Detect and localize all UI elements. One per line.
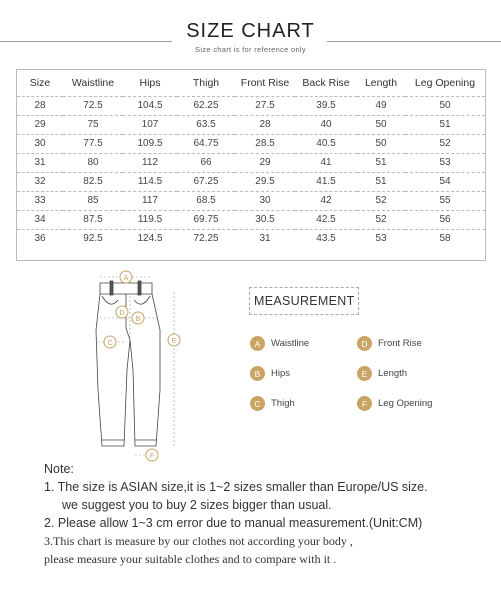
table-cell: 50: [357, 134, 405, 153]
table-cell: 119.5: [123, 210, 177, 229]
legend-item-length: [357, 366, 407, 381]
column-header-hips: Hips: [123, 70, 177, 96]
column-header-front-rise: Front Rise: [235, 70, 295, 96]
table-cell: 50: [405, 96, 485, 115]
note-line-2: 2. Please allow 1~3 cm error due to manual measurement.(Unit:CM): [44, 516, 423, 530]
column-header-back-rise: Back Rise: [295, 70, 357, 96]
diagram-markers: [104, 271, 180, 461]
table-cell: 49: [357, 96, 405, 115]
table-cell: 75: [63, 115, 123, 134]
table-row: [17, 153, 485, 172]
title-rule-right: [327, 41, 501, 42]
table-cell: 92.5: [83, 233, 103, 245]
table-cell: 52: [405, 134, 485, 153]
page-subtitle: Size chart is for reference only: [195, 45, 306, 54]
table-row: [17, 115, 485, 134]
table-cell: 52: [357, 210, 405, 229]
table-cell: 31: [17, 153, 63, 172]
legend-label: Length: [378, 368, 408, 379]
legend-label: Hips: [271, 368, 291, 379]
legend-label: Thigh: [271, 398, 295, 409]
table-cell: 64.75: [177, 134, 235, 153]
column-header-leg-opening: Leg Opening: [405, 70, 485, 96]
table-cell: 42.5: [295, 210, 357, 229]
size-table: [17, 70, 485, 248]
pants-diagram: [80, 270, 200, 470]
column-header-size: Size: [17, 70, 63, 96]
legend-marker: F: [357, 396, 372, 411]
table-cell: 40: [295, 115, 357, 134]
table-row: [17, 210, 485, 229]
table-cell: 114.5: [123, 172, 177, 191]
table-cell: 34: [17, 210, 63, 229]
table-row: [17, 191, 485, 210]
table-cell: 33: [17, 191, 63, 210]
legend-item-hips: [250, 366, 290, 381]
measurement-title-box: [249, 287, 359, 315]
table-cell: 40.5: [295, 134, 357, 153]
column-header-thigh: Thigh: [177, 70, 235, 96]
table-cell: 30: [17, 134, 63, 153]
note-line-1b: we suggest you to buy 2 sizes bigger than usual.: [62, 498, 332, 512]
legend-label: Leg Opening: [378, 398, 433, 409]
column-header-waistline: Waistline: [63, 70, 123, 96]
legend-item-thigh: [250, 396, 295, 411]
table-cell: 51: [357, 153, 405, 172]
table-cell: 36: [34, 233, 46, 245]
table-cell: 51: [357, 172, 405, 191]
table-cell: 54: [405, 172, 485, 191]
table-cell: 28.5: [235, 134, 295, 153]
table-cell: 112: [123, 153, 177, 172]
table-cell: 31: [259, 233, 271, 245]
table-header-row: [17, 70, 485, 96]
table-cell: 30.5: [235, 210, 295, 229]
table-cell: 42: [295, 191, 357, 210]
table-cell: 39.5: [295, 96, 357, 115]
notes-section: [44, 460, 484, 568]
table-cell: 104.5: [123, 96, 177, 115]
table-cell: 29: [235, 153, 295, 172]
table-row: [17, 229, 485, 248]
legend-marker: A: [250, 336, 265, 351]
marker-e: E: [171, 338, 177, 345]
table-cell: 68.5: [177, 191, 235, 210]
legend-item-waistline: [250, 336, 309, 351]
table-cell: 29: [17, 115, 63, 134]
table-cell: 28: [235, 115, 295, 134]
table-cell: 30: [235, 191, 295, 210]
table-cell: 67.25: [177, 172, 235, 191]
page-title: SIZE CHART: [186, 20, 315, 42]
table-cell: 117: [123, 191, 177, 210]
table-cell: 50: [357, 115, 405, 134]
column-header-length: Length: [357, 70, 405, 96]
legend-marker: E: [357, 366, 372, 381]
legend-item-leg-opening: [357, 396, 432, 411]
legend-item-front-rise: [357, 336, 422, 351]
marker-d: D: [119, 310, 125, 317]
table-cell: 55: [405, 191, 485, 210]
legend-label: Front Rise: [378, 338, 422, 349]
note-line-3b: please measure your suitable clothes and to compare with it .: [44, 552, 337, 566]
table-cell: 28: [17, 96, 63, 115]
table-cell: 82.5: [63, 172, 123, 191]
table-cell: 66: [177, 153, 235, 172]
legend-label: Waistline: [271, 338, 310, 349]
table-cell: 72.25: [193, 233, 219, 245]
table-cell: 80: [63, 153, 123, 172]
table-cell: 58: [439, 233, 451, 245]
table-cell: 63.5: [177, 115, 235, 134]
table-cell: 87.5: [63, 210, 123, 229]
table-cell: 85: [63, 191, 123, 210]
table-cell: 43.5: [316, 233, 336, 245]
title-rule-left: [0, 41, 172, 42]
legend-marker: C: [250, 396, 265, 411]
table-row: [17, 134, 485, 153]
table-cell: 29.5: [235, 172, 295, 191]
note-line-1: 1. The size is ASIAN size,it is 1~2 sizes smaller than Europe/US size.: [44, 480, 428, 494]
table-cell: 109.5: [123, 134, 177, 153]
notes-heading: Note:: [44, 462, 74, 476]
table-cell: 51: [405, 115, 485, 134]
table-cell: 72.5: [63, 96, 123, 115]
marker-a: A: [123, 275, 129, 282]
table-cell: 62.25: [177, 96, 235, 115]
pants-outline: [96, 281, 160, 446]
size-table-frame: [16, 69, 486, 261]
table-cell: 27.5: [235, 96, 295, 115]
legend-marker: B: [250, 366, 265, 381]
marker-f: F: [149, 453, 155, 460]
table-cell: 124.5: [137, 233, 163, 245]
table-cell: 53: [375, 233, 387, 245]
table-cell: 53: [405, 153, 485, 172]
table-row: [17, 172, 485, 191]
legend-marker: D: [357, 336, 372, 351]
measurement-title: MEASUREMENT: [254, 294, 355, 308]
table-cell: 52: [357, 191, 405, 210]
marker-b: B: [135, 316, 141, 323]
table-row: [17, 96, 485, 115]
marker-c: C: [107, 340, 113, 347]
table-cell: 32: [17, 172, 63, 191]
table-cell: 41.5: [295, 172, 357, 191]
table-cell: 107: [123, 115, 177, 134]
table-cell: 77.5: [63, 134, 123, 153]
note-line-3: 3.This chart is measure by our clothes not according your body ,: [44, 534, 353, 548]
table-cell: 69.75: [177, 210, 235, 229]
table-cell: 56: [405, 210, 485, 229]
table-cell: 41: [295, 153, 357, 172]
